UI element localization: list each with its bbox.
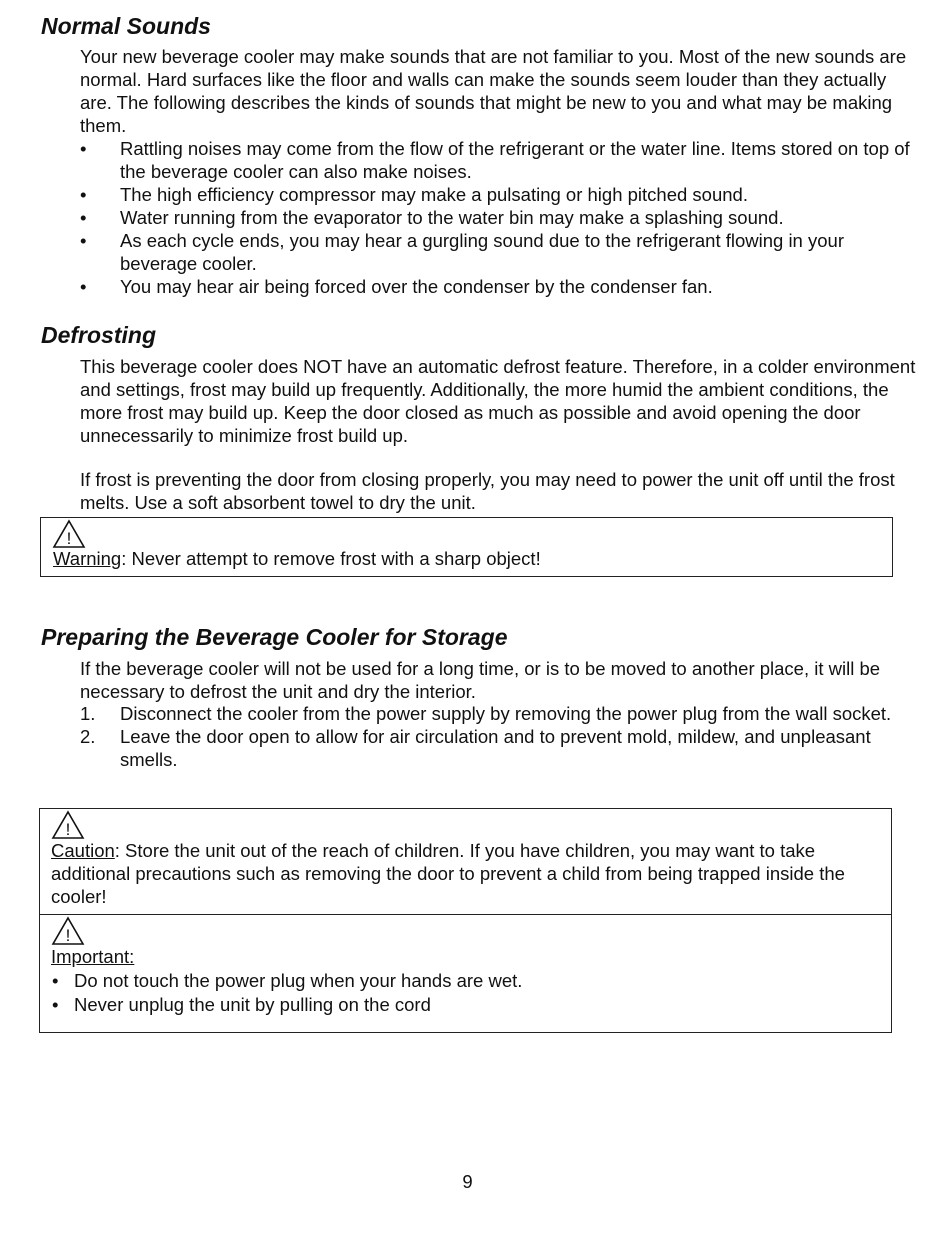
list-item: 2. Leave the door open to allow for air circulation and to prevent mold, mildew, and unpleasant smells. [80, 726, 871, 770]
list-item: • The high efficiency compressor may make a pulsating or high pitched sound. [80, 184, 748, 205]
bullet: • [52, 970, 59, 991]
list-item: • You may hear air being forced over the condenser by the condenser fan. [80, 276, 713, 297]
page-number: 9 [462, 1171, 473, 1192]
svg-text:!: ! [66, 529, 72, 548]
list-item: • Rattling noises may come from the flow of the refrigerant or the water line. Items stored on top of the beverage cooler can also make noises. [80, 138, 910, 182]
defrosting-paragraph-1: This beverage cooler does NOT have an automatic defrost feature. Therefore, in a colder environment and settings, frost may build up frequently. Additionally, the more humid the ambient conditions, the more frost may build up. Keep the door closed as much as possible and avoid opening the door unnecessarily to minimize frost build up. [80, 356, 916, 446]
important-list [52, 969, 522, 1017]
storage-steps [80, 702, 920, 771]
step-number: 2. [80, 726, 96, 747]
storage-heading: Preparing the Beverage Cooler for Storage [41, 624, 508, 650]
warning-triangle-icon [52, 519, 86, 549]
list-item: • Water running from the evaporator to the water bin may make a splashing sound. [80, 207, 784, 228]
bullet: • [80, 276, 87, 297]
bullet: • [80, 184, 87, 205]
caution-box [39, 808, 892, 916]
normal-sounds-heading: Normal Sounds [41, 13, 211, 39]
list-item: • Never unplug the unit by pulling on the cord [52, 994, 431, 1015]
bullet: • [80, 138, 87, 159]
bullet: • [80, 230, 87, 251]
svg-text:!: ! [65, 926, 71, 945]
warning-triangle-icon [51, 916, 85, 946]
warning-text: Warning: Never attempt to remove frost with a sharp object! [53, 548, 541, 569]
normal-sounds-intro: Your new beverage cooler may make sounds that are not familiar to you. Most of the new sounds are normal. Hard surfaces like the floor and walls can make the sounds seem louder than they actually are. The following describes the kinds of sounds that might be new to you and what may be making them. [80, 46, 907, 136]
storage-intro: If the beverage cooler will not be used for a long time, or is to be moved to another place, it will be necessary to defrost the unit and dry the interior. [80, 658, 881, 702]
list-item: • As each cycle ends, you may hear a gurgling sound due to the refrigerant flowing in your beverage cooler. [80, 230, 844, 274]
warning-label: Warning [53, 548, 122, 569]
caution-text: Caution: Store the unit out of the reach of children. If you have children, you may want to take additional precautions such as removing the door to prevent a child from being trapped inside the cooler! [51, 840, 845, 907]
bullet: • [52, 994, 59, 1015]
important-box [39, 914, 892, 1033]
warning-triangle-icon [51, 810, 85, 840]
step-number: 1. [80, 703, 96, 724]
defrosting-heading: Defrosting [41, 322, 156, 348]
important-label: Important: [51, 946, 135, 967]
warning-box [40, 517, 893, 577]
defrosting-paragraph-2: If frost is preventing the door from closing properly, you may need to power the unit off until the frost melts. Use a soft absorbent towel to dry the unit. [80, 469, 895, 513]
svg-text:!: ! [65, 820, 71, 839]
normal-sounds-list [80, 137, 920, 298]
list-item: • Do not touch the power plug when your hands are wet. [52, 970, 523, 991]
bullet: • [80, 207, 87, 228]
list-item: 1. Disconnect the cooler from the power supply by removing the power plug from the wall socket. [80, 703, 892, 724]
caution-label: Caution [51, 840, 115, 861]
